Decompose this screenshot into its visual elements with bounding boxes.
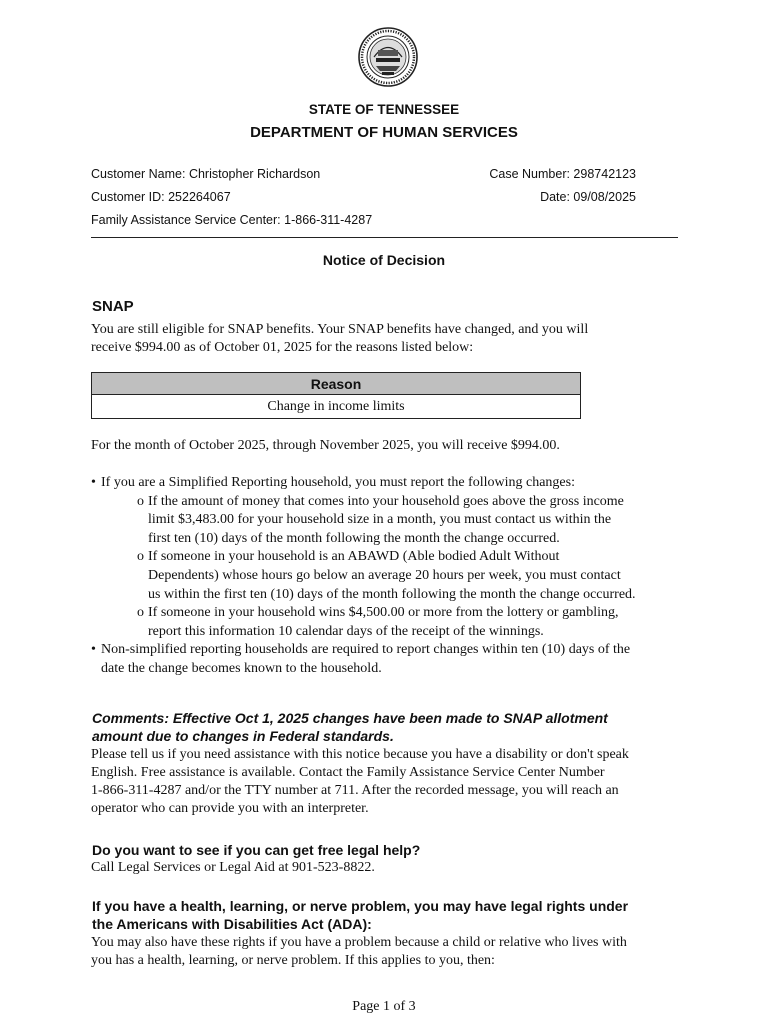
list-item: [91, 641, 681, 678]
case-number: Case Number: 298742123: [489, 167, 636, 181]
ada-heading-line: If you have a health, learning, or nerve problem, you may have legal rights under: [92, 898, 629, 914]
sub-bullet-mark: o: [137, 549, 144, 565]
notice-date: Date: 09/08/2025: [540, 190, 636, 204]
list-item: [91, 474, 681, 493]
page-number: Page 1 of 3: [352, 999, 416, 1014]
customer-id: Customer ID: 252264067: [91, 190, 231, 204]
assistance-line: 1-866-311-4287 and/or the TTY number at 711. After the recorded message, you will reach an: [91, 783, 619, 798]
list-item: [91, 548, 681, 604]
sub-bullet-line: If the amount of money that comes into your household goes above the gross income: [148, 493, 624, 509]
reporting-requirements-list: [91, 474, 681, 679]
comments-line: amount due to changes in Federal standards.: [92, 728, 394, 744]
notice-title: Notice of Decision: [322, 252, 446, 268]
eligibility-line: receive $994.00 as of October 01, 2025 for the reasons listed below:: [91, 340, 474, 355]
ada-text-line: you has a health, learning, or nerve problem. If this applies to you, then:: [91, 953, 495, 968]
list-item: [91, 604, 681, 641]
bullet-mark: •: [91, 475, 96, 490]
section-title-snap: SNAP: [92, 298, 134, 315]
ada-heading: [92, 897, 692, 933]
sub-bullet-mark: o: [137, 605, 144, 621]
sub-bullet-line: If someone in your household is an ABAWD (Able bodied Adult Without: [148, 549, 560, 565]
sub-bullet-line: limit $3,483.00 for your household size in a month, you must contact us within the: [148, 512, 612, 528]
benefit-period-text: For the month of October 2025, through November 2025, you will receive $994.00.: [91, 438, 560, 453]
eligibility-line: You are still eligible for SNAP benefits. Your SNAP benefits have changed, and you will: [91, 322, 589, 337]
state-seal-icon: [358, 26, 418, 88]
customer-name: Customer Name: Christopher Richardson: [91, 167, 321, 181]
comments-block: [92, 709, 682, 745]
eligibility-paragraph: [91, 321, 681, 357]
legal-help-text: Call Legal Services or Legal Aid at 901-523-8822.: [91, 860, 375, 875]
bullet-line: Non-simplified reporting households are required to report changes within ten (10) days of the: [101, 642, 631, 658]
comments-line: Comments: Effective Oct 1, 2025 changes have been made to SNAP allotment: [92, 710, 608, 726]
sub-bullet-line: us within the first ten (10) days of the month following the month the change occurred.: [148, 586, 636, 602]
assistance-line: Please tell us if you need assistance with this notice because you have a disability or don't speak: [91, 747, 629, 762]
reason-table-header: Reason: [92, 373, 581, 395]
state-heading: STATE OF TENNESSEE: [308, 102, 460, 117]
department-heading: DEPARTMENT OF HUMAN SERVICES: [250, 124, 518, 141]
reason-table: [91, 372, 581, 419]
bullet-text: If you are a Simplified Reporting household, you must report the following changes:: [101, 475, 575, 490]
assistance-line: operator who can provide you with an interpreter.: [91, 801, 369, 816]
reason-cell: Change in income limits: [92, 395, 581, 419]
bullet-mark: •: [91, 642, 96, 658]
bullet-line: date the change becomes known to the household.: [101, 660, 382, 676]
legal-help-heading: Do you want to see if you can get free legal help?: [92, 842, 421, 858]
sub-bullet-line: first ten (10) days of the month following the month the change occurred.: [148, 530, 560, 546]
assistance-line: English. Free assistance is available. Contact the Family Assistance Service Center Number: [91, 765, 605, 780]
table-row: [92, 395, 581, 419]
header-divider: [91, 237, 678, 238]
ada-text: [91, 934, 681, 970]
service-center-phone: Family Assistance Service Center: 1-866-311-4287: [91, 213, 373, 227]
ada-text-line: You may also have these rights if you have a problem because a child or relative who lives with: [91, 935, 627, 950]
sub-bullet-line: Dependents) whose hours go below an average 20 hours per week, you must contact: [148, 567, 621, 583]
sub-bullet-mark: o: [137, 493, 144, 509]
sub-bullet-line: report this information 10 calendar days of the receipt of the winnings.: [148, 623, 544, 639]
list-item: [91, 493, 681, 549]
assistance-paragraph: [91, 746, 681, 818]
ada-heading-line: the Americans with Disabilities Act (ADA):: [92, 916, 372, 932]
sub-bullet-line: If someone in your household wins $4,500.00 or more from the lottery or gambling,: [148, 605, 619, 621]
